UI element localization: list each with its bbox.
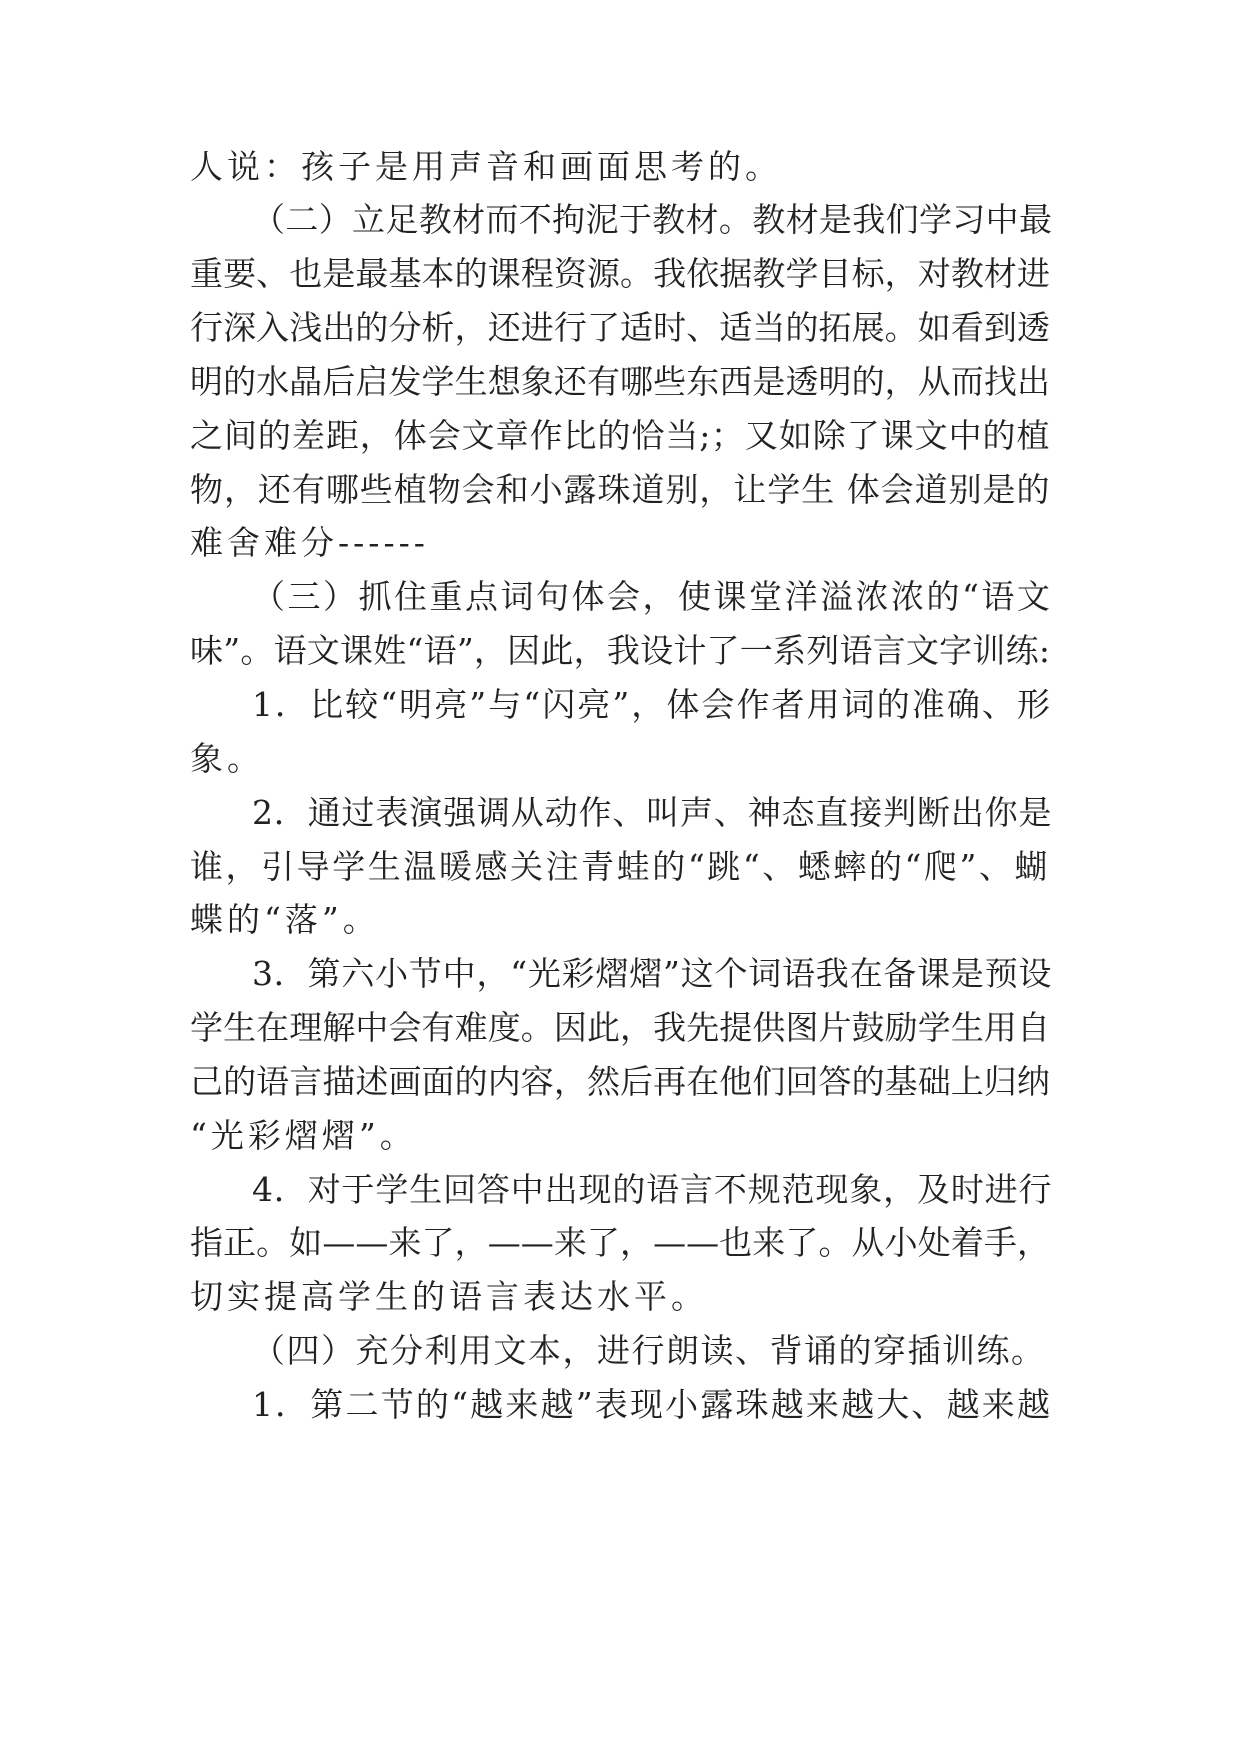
text-line: 行深入浅出的分析，还进行了适时、适当的拓展。如看到透	[190, 308, 1050, 347]
section-heading-4: （四）充分利用文本，进行朗读、背诵的穿插训练。	[252, 1331, 1046, 1370]
text-line: 味”。语文课姓“语”，因此，我设计了一系列语言文字训练:	[190, 631, 1050, 670]
text-line: 蝶的“落”。	[190, 900, 380, 939]
text-line: “光彩熠熠”。	[190, 1116, 417, 1155]
text-line: 之间的差距，体会文章作比的恰当;；又如除了课文中的植	[190, 416, 1050, 455]
text-line: 明的水晶后启发学生想象还有哪些东西是透明的，从而找出	[190, 362, 1050, 401]
list-item-1: 1．比较“明亮”与“闪亮”，体会作者用词的准确、形	[252, 685, 1052, 724]
list-item-2: 2．通过表演强调从动作、叫声、神态直接判断出你是	[252, 793, 1052, 832]
text-line: 学生在理解中会有难度。因此，我先提供图片鼓励学生用自	[190, 1008, 1050, 1047]
section-heading-3: （三）抓住重点词句体会，使课堂洋溢浓浓的“语文	[252, 577, 1053, 616]
text-line: 切实提高学生的语言表达水平。	[190, 1277, 708, 1316]
text-line: 重要、也是最基本的课程资源。我依据教学目标，对教材进	[190, 254, 1050, 293]
list-item-1: 1．第二节的“越来越”表现小露珠越来越大、越来越	[252, 1385, 1052, 1424]
section-heading-2: （二）立足教材而不拘泥于教材。教材是我们学习中最	[252, 200, 1052, 239]
list-item-3: 3．第六小节中，“光彩熠熠”这个词语我在备课是预设	[252, 954, 1052, 993]
text-line: 物，还有哪些植物会和小露珠道别，让学生 体会道别是的	[190, 470, 1050, 509]
text-line: 难舍难分------	[190, 523, 429, 562]
text-line: 己的语言描述画面的内容，然后再在他们回答的基础上归纳	[190, 1062, 1050, 1101]
text-line: 谁，引导学生温暖感关注青蛙的“跳“、蟋蟀的“爬”、蝴	[190, 847, 1050, 886]
list-item-4: 4．对于学生回答中出现的语言不规范现象，及时进行	[252, 1170, 1052, 1209]
text-line: 人说：孩子是用声音和画面思考的。	[190, 147, 782, 186]
text-line: 象。	[190, 739, 264, 778]
text-line: 指正。如——来了，——来了，——也来了。从小处着手，	[190, 1223, 1050, 1262]
